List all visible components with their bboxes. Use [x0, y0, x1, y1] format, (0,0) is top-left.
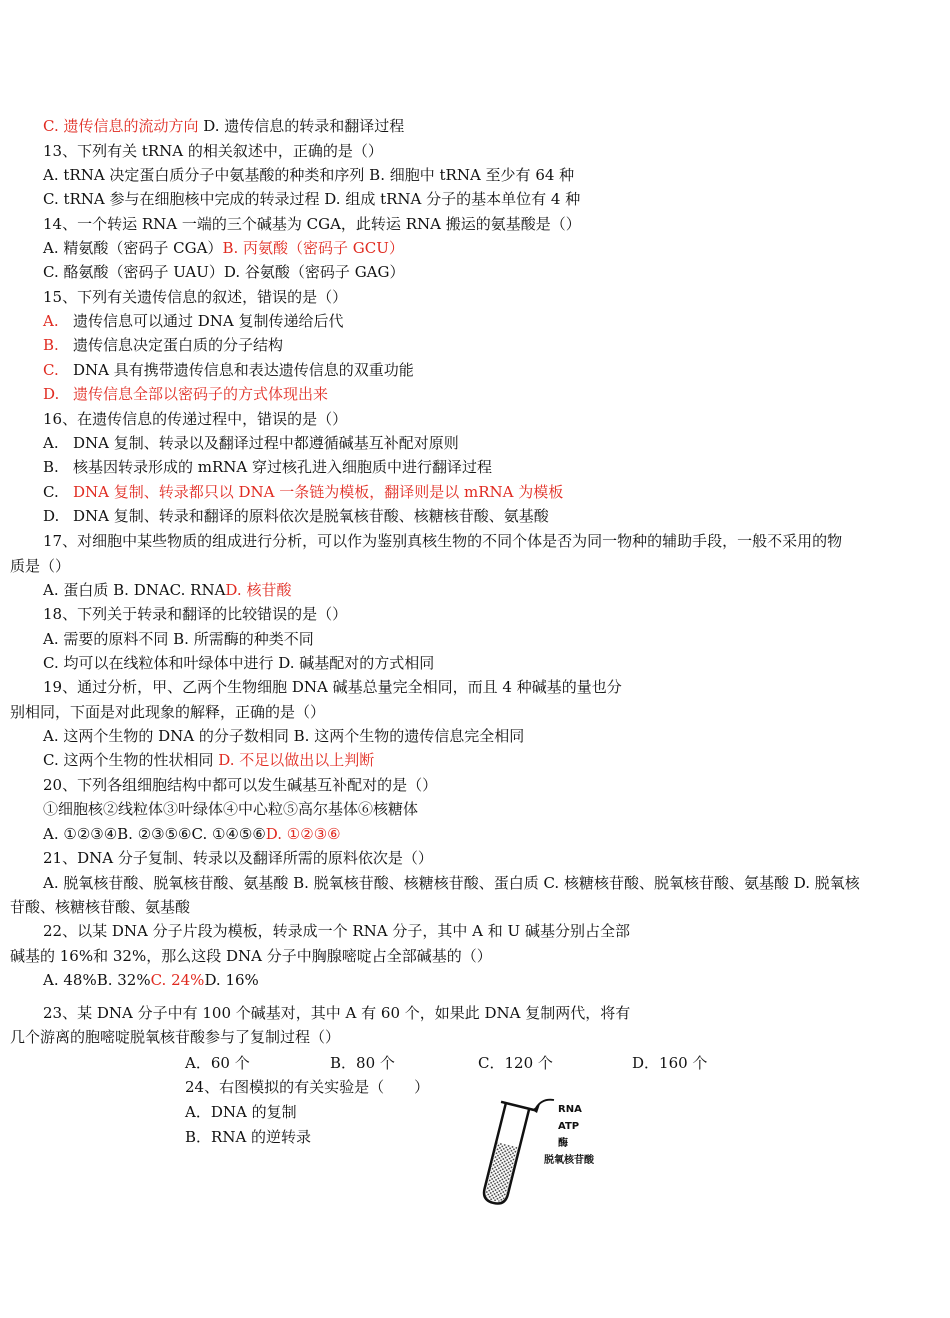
- text-span: A. 48%B. 32%: [43, 971, 151, 989]
- text-line: [43, 409, 347, 429]
- text-line: [43, 287, 347, 307]
- text-line: [43, 360, 414, 380]
- option-letter: A.: [43, 312, 59, 330]
- answer-highlight: C. 24%: [150, 971, 205, 989]
- text-span: 苷酸、核糖核苷酸、氨基酸: [10, 898, 191, 916]
- option-letter: B.: [43, 336, 59, 354]
- text-line: [43, 335, 283, 355]
- answer-highlight: C. 遗传信息的流动方向: [43, 117, 199, 135]
- text-span: C. 酪氨酸（密码子 UAU）D. 谷氨酸（密码子 GAG）: [43, 263, 405, 281]
- text-span: 几个游离的胞嘧啶脱氧核苷酸参与了复制过程（）: [10, 1028, 341, 1046]
- text-span: 核基因转录形成的 mRNA 穿过核孔进入细胞质中进行翻译过程: [73, 458, 493, 476]
- text-line: [43, 580, 291, 600]
- text-span: 碱基的 16%和 32%，那么这段 DNA 分子中胸腺嘧啶占全部碱基的（）: [10, 947, 492, 965]
- text-span: 16、在遗传信息的传递过程中，错误的是（）: [43, 410, 348, 428]
- text-span: 18、下列关于转录和翻译的比较错误的是（）: [43, 605, 348, 623]
- text-line: [43, 433, 459, 453]
- text-span: 遗传信息可以通过 DNA 复制传递给后代: [73, 312, 344, 330]
- option-letter: A.: [43, 434, 59, 452]
- text-line: [43, 970, 259, 990]
- text-span: C. tRNA 参与在细胞核中完成的转录过程 D. 组成 tRNA 分子的基本单位有 4 种: [43, 190, 581, 208]
- text-span: A. ①②③④B. ②③⑤⑥C. ①④⑤⑥: [43, 825, 266, 843]
- text-span: A. 这两个生物的 DNA 的分子数相同 B. 这两个生物的遗传信息完全相同: [43, 727, 525, 745]
- text-line: [43, 189, 580, 209]
- answer-highlight: D. ①②③⑥: [265, 825, 341, 843]
- text-span: 13、下列有关 tRNA 的相关叙述中，正确的是（）: [43, 142, 383, 160]
- text-line: [43, 775, 437, 795]
- text-span: 17、对细胞中某些物质的组成进行分析，可以作为鉴别真核生物的不同个体是否为同一物种的辅助手段，一般不采用的物: [43, 532, 843, 550]
- text-span: C. 均可以在线粒体和叶绿体中进行 D. 碱基配对的方式相同: [43, 654, 435, 672]
- q23-option-c: C．120 个: [478, 1054, 553, 1072]
- text-line: [43, 726, 524, 746]
- text-span: 15、下列有关遗传信息的叙述，错误的是（）: [43, 288, 348, 306]
- q24-option-a: A．DNA 的复制: [185, 1103, 297, 1121]
- text-span: A. 精氨酸（密码子 CGA）: [43, 239, 223, 257]
- tube-label-rna: RNA: [558, 1104, 582, 1115]
- text-line: [43, 1003, 630, 1023]
- text-line: [10, 946, 492, 966]
- text-span: 22、以某 DNA 分子片段为模板，转录成一个 RNA 分子，其中 A 和 U 碱基分别占全部: [43, 922, 630, 940]
- text-line: [10, 556, 70, 576]
- text-span: D. 16%: [204, 971, 259, 989]
- text-line: [43, 262, 405, 282]
- text-span: DNA 具有携带遗传信息和表达遗传信息的双重功能: [73, 361, 414, 379]
- text-line: [43, 506, 549, 526]
- option-letter: B.: [43, 458, 59, 476]
- text-line: [43, 604, 347, 624]
- text-span: 23、某 DNA 分子中有 100 个碱基对，其中 A 有 60 个，如果此 DNA 复制两代，将有: [43, 1004, 631, 1022]
- text-line: [43, 116, 404, 136]
- text-line: [43, 214, 581, 234]
- q24-option-b: B．RNA 的逆转录: [185, 1128, 312, 1146]
- option-letter: C.: [43, 361, 59, 379]
- text-line: [43, 848, 433, 868]
- text-span: 质是（）: [10, 557, 71, 575]
- answer-highlight: D. 不足以做出以上判断: [218, 751, 375, 769]
- q23-option-a: A．60 个: [185, 1054, 250, 1072]
- q23-option-d: D．160 个: [632, 1054, 708, 1072]
- option-letter: D.: [43, 385, 60, 403]
- text-line: [10, 897, 190, 917]
- text-span: 21、DNA 分子复制、转录以及翻译所需的原料依次是（）: [43, 849, 433, 867]
- q23-option-b: B．80 个: [330, 1054, 395, 1072]
- text-span: DNA 复制、转录和翻译的原料依次是脱氧核苷酸、核糖核苷酸、氨基酸: [73, 507, 549, 525]
- text-line: [43, 141, 383, 161]
- text-span: 19、通过分析，甲、乙两个生物细胞 DNA 碱基总量完全相同，而且 4 种碱基的量也分: [43, 678, 622, 696]
- text-line: [10, 702, 325, 722]
- text-line: [43, 653, 434, 673]
- text-span: A. 需要的原料不同 B. 所需酶的种类不同: [43, 630, 314, 648]
- text-line: [43, 238, 404, 258]
- text-line: [43, 311, 344, 331]
- text-line: [43, 531, 842, 551]
- text-span: D. 遗传信息的转录和翻译过程: [198, 117, 405, 135]
- text-span: A. 蛋白质 B. DNAC. RNA: [43, 581, 226, 599]
- text-span: A. tRNA 决定蛋白质分子中氨基酸的种类和序列 B. 细胞中 tRNA 至少有 64 种: [43, 166, 575, 184]
- text-line: [43, 799, 418, 819]
- answer-highlight: 遗传信息全部以密码子的方式体现出来: [73, 385, 329, 403]
- text-line: [43, 921, 630, 941]
- tube-label-deoxynucleotide: 脱氧核苷酸: [544, 1155, 594, 1166]
- text-span: 14、一个转运 RNA 一端的三个碱基为 CGA，此转运 RNA 搬运的氨基酸是（）: [43, 215, 581, 233]
- tube-label-atp: ATP: [558, 1121, 580, 1132]
- test-tube-icon: [477, 1102, 534, 1207]
- test-tube-figure: [470, 1092, 630, 1212]
- text-line: [43, 873, 860, 893]
- text-span: 遗传信息决定蛋白质的分子结构: [73, 336, 284, 354]
- text-line: [43, 165, 574, 185]
- text-line: [43, 629, 314, 649]
- text-span: C. 这两个生物的性状相同: [43, 751, 219, 769]
- text-line: [43, 824, 341, 844]
- text-line: [43, 677, 622, 697]
- text-span: ①细胞核②线粒体③叶绿体④中心粒⑤高尔基体⑥核糖体: [43, 800, 419, 818]
- text-span: A. 脱氧核苷酸、脱氧核苷酸、氨基酸 B. 脱氧核苷酸、核糖核苷酸、蛋白质 C. 核糖核苷酸、脱氧核苷酸、氨基酸 D. 脱氧核: [43, 874, 860, 892]
- answer-highlight: B. 丙氨酸（密码子 GCU）: [222, 239, 404, 257]
- text-span: DNA 复制、转录以及翻译过程中都遵循碱基互补配对原则: [73, 434, 459, 452]
- text-span: 20、下列各组细胞结构中都可以发生碱基互补配对的是（）: [43, 776, 438, 794]
- answer-highlight: D. 核苷酸: [225, 581, 292, 599]
- text-line: [43, 384, 328, 404]
- text-span: 别相同，下面是对此现象的解释，正确的是（）: [10, 703, 326, 721]
- text-line: [10, 1027, 340, 1047]
- option-letter: C.: [43, 483, 59, 501]
- text-line: [43, 457, 492, 477]
- answer-highlight: DNA 复制、转录都只以 DNA 一条链为模板，翻译则是以 mRNA 为模板: [73, 483, 564, 501]
- text-line: [43, 482, 563, 502]
- text-line: [43, 750, 374, 770]
- option-letter: D.: [43, 507, 60, 525]
- tube-label-enzyme: 酶: [558, 1138, 568, 1149]
- q24-stem: 24、右图模拟的有关实验是（ ）: [185, 1078, 430, 1096]
